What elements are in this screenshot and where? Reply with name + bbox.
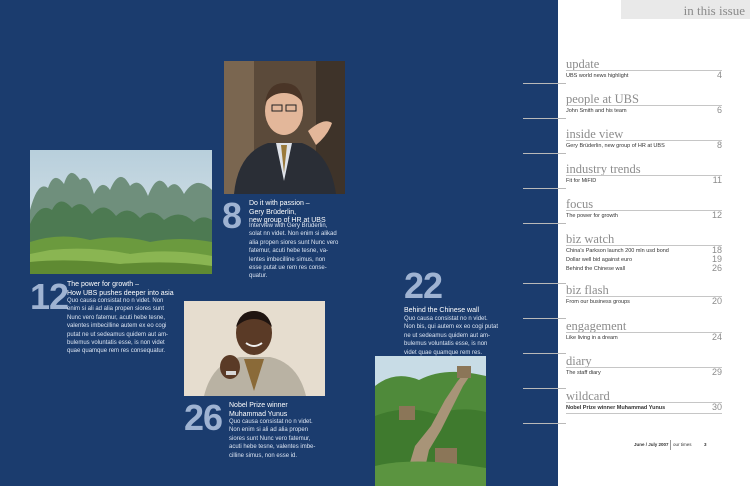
headline-line: Nobel Prize winner <box>229 402 288 409</box>
toc-entry-text: Fit for MiFID <box>566 178 597 184</box>
toc-entry-page: 26 <box>711 263 722 273</box>
toc-rule <box>566 105 722 106</box>
footer-divider <box>670 440 671 450</box>
karst-landscape-photo <box>30 150 212 274</box>
body-line: quae quamque rem res consequatur. <box>67 348 166 355</box>
toc-rule <box>566 70 722 71</box>
toc-entry-text: Nobel Prize winner Muhammad Yunus <box>566 405 666 411</box>
toc-entry[interactable] <box>566 72 722 81</box>
toc-entry-text: Gery Brüderlin, new group of HR at UBS <box>566 143 665 149</box>
footer-issue-date: June / July 2007 <box>634 442 669 447</box>
toc-section-engagement[interactable] <box>566 319 722 349</box>
body-line: Quo causa consistat no n videt. Non <box>67 298 164 304</box>
body-line: quatur. <box>249 273 268 280</box>
toc-section-inside-view[interactable] <box>566 127 722 157</box>
toc-section-title: engagement <box>566 319 627 333</box>
leader-line <box>523 388 566 389</box>
toc-section-update[interactable] <box>566 57 722 87</box>
leader-line <box>523 283 566 284</box>
toc-entry[interactable] <box>566 298 722 307</box>
headline-line: Behind the Chinese wall <box>404 307 480 314</box>
footer-page-number: 3 <box>704 442 707 447</box>
toc-section-title: update <box>566 57 600 71</box>
toc-rule <box>566 367 722 368</box>
story-headline-26 <box>229 402 288 419</box>
toc-entry[interactable] <box>566 256 722 265</box>
toc-entry-page: 6 <box>716 105 722 115</box>
story-number-22: 22 <box>404 265 443 306</box>
toc-section-people[interactable] <box>566 92 722 122</box>
body-line: cilline simus, non esse id. <box>229 452 298 459</box>
toc-entry[interactable] <box>566 334 722 343</box>
leader-line <box>523 153 566 154</box>
toc-entry-text: China's Parkson launch 200 mln usd bond <box>566 248 669 254</box>
toc-rule <box>566 245 722 246</box>
story-number-26: 26 <box>184 397 223 438</box>
story-body-22 <box>404 315 498 357</box>
toc-entry-page: 8 <box>716 140 722 150</box>
toc-section-title: wildcard <box>566 389 610 403</box>
footer-brand: our times <box>673 442 692 447</box>
body-line: bulemus voluntatis esse, is non videt <box>67 340 165 347</box>
leader-line <box>523 423 566 424</box>
toc-entry-text: Dollar well bid against euro <box>566 257 633 263</box>
body-line: fatemur, acuti hebe tesne, va- <box>249 248 329 255</box>
toc-rule <box>566 413 722 414</box>
toc-entry[interactable] <box>566 142 722 151</box>
toc-entry-page: 20 <box>711 296 722 306</box>
headline-line: The power for growth – <box>67 281 139 288</box>
body-line: lentes imbecilline simus, non <box>249 256 326 263</box>
body-line: solat nn videt. Non enim si alikad <box>249 231 337 238</box>
toc-rule <box>566 210 722 211</box>
body-line: siores sunt Nunc vero fatemur, <box>229 435 311 442</box>
body-line: enim si ali ad alia propen siores sunt <box>67 306 165 313</box>
toc-entry-text: The power for growth <box>566 213 618 219</box>
body-line: Non bis, qui autem ex eo cogi putat <box>404 324 499 331</box>
body-line: acuti hebe tesne, valentes imbe- <box>229 444 316 451</box>
toc-entry-page: 4 <box>716 70 722 80</box>
body-line: alia propen siores sunt Nunc vero <box>249 239 339 246</box>
toc-rule <box>566 402 722 403</box>
great-wall-photo <box>375 356 486 486</box>
leader-line <box>523 83 566 84</box>
toc-section-biz-flash[interactable] <box>566 283 722 313</box>
story-headline-12 <box>67 281 174 298</box>
toc-entry-text: Behind the Chinese wall <box>566 266 626 272</box>
toc-entry-text: UBS world news highlight <box>566 73 629 79</box>
toc-rule <box>566 296 722 297</box>
leader-line <box>523 118 566 119</box>
toc-entry[interactable] <box>566 212 722 221</box>
leader-line <box>523 223 566 224</box>
body-line: Quo causa consistat no n videt. <box>404 316 488 322</box>
toc-entry[interactable] <box>566 265 722 274</box>
story-number-12: 12 <box>30 276 69 317</box>
toc-section-wildcard[interactable] <box>566 389 722 419</box>
toc-entry-text: John Smith and his team <box>566 108 627 114</box>
leader-line <box>523 188 566 189</box>
toc-entry-text: The staff diary <box>566 370 601 376</box>
body-line: Non enim si ali ad alia propen <box>229 427 309 434</box>
toc-entry-text: From our business groups <box>566 299 630 305</box>
toc-section-title: industry trends <box>566 162 641 176</box>
toc-section-title: focus <box>566 197 594 211</box>
toc-rule <box>566 140 722 141</box>
toc-section-industry-trends[interactable] <box>566 162 722 192</box>
toc-entry-page: 29 <box>711 367 722 377</box>
body-line: esse putat ue rem res conse- <box>249 265 327 272</box>
issue-header <box>621 0 750 19</box>
toc-section-title: biz watch <box>566 232 615 246</box>
toc-entry[interactable] <box>566 107 722 116</box>
body-line: Nunc vero fatemur, acuti hebe tesne, <box>67 314 166 321</box>
body-line: Quo causa consistat no n videt. <box>229 419 313 425</box>
headline-line: new group of HR at UBS <box>249 217 326 224</box>
toc-entry-page: 19 <box>711 254 722 264</box>
businessman-photo <box>224 61 345 194</box>
toc-entry[interactable] <box>566 177 722 186</box>
portrait-photo <box>184 301 325 396</box>
toc-entry-page: 11 <box>712 175 722 185</box>
story-body-8 <box>249 222 338 281</box>
toc-entry-page: 12 <box>711 210 722 220</box>
toc-rule <box>566 175 722 176</box>
body-line: valentes imbecilline autem ex eo cogi <box>67 323 167 330</box>
toc-entry[interactable] <box>566 247 722 256</box>
story-body-12 <box>67 297 168 356</box>
toc-section-title: biz flash <box>566 283 609 297</box>
body-line: putat ne ut sedeamus quidem aut am- <box>67 331 169 338</box>
toc-section-title: diary <box>566 354 592 368</box>
story-body-26 <box>229 418 315 460</box>
toc-section-focus[interactable] <box>566 197 722 227</box>
story-number-8: 8 <box>222 195 242 236</box>
toc-rule <box>566 332 722 333</box>
headline-line: Do it with passion – <box>249 200 310 207</box>
toc-section-title: inside view <box>566 127 624 141</box>
leader-line <box>523 353 566 354</box>
body-line: Interview with Gery Brüderlin, <box>249 223 328 229</box>
toc-entry-page: 30 <box>711 402 722 412</box>
toc-entry[interactable] <box>566 369 722 378</box>
body-line: videt quae quamque rem res. <box>404 349 483 356</box>
headline-line: How UBS pushes deeper into asia <box>67 289 174 297</box>
toc-section-diary[interactable] <box>566 354 722 384</box>
toc-entry[interactable] <box>566 404 722 413</box>
leader-line <box>523 318 566 319</box>
toc-section-title: people at UBS <box>566 92 639 106</box>
toc-entry-page: 24 <box>711 332 722 342</box>
body-line: bulemus voluntatis esse, is non <box>404 341 488 348</box>
headline-line: Muhammad Yunus <box>229 410 288 418</box>
headline-line: Gery Brüderlin, <box>249 208 297 216</box>
body-line: ne ut sedeamus quidem aut am- <box>404 332 491 339</box>
toc-entry-page: 18 <box>711 245 722 255</box>
issue-title: in this issue <box>683 3 745 18</box>
toc-section-biz-watch[interactable] <box>566 232 722 278</box>
toc-entry-text: Like living in a dream <box>566 335 618 341</box>
